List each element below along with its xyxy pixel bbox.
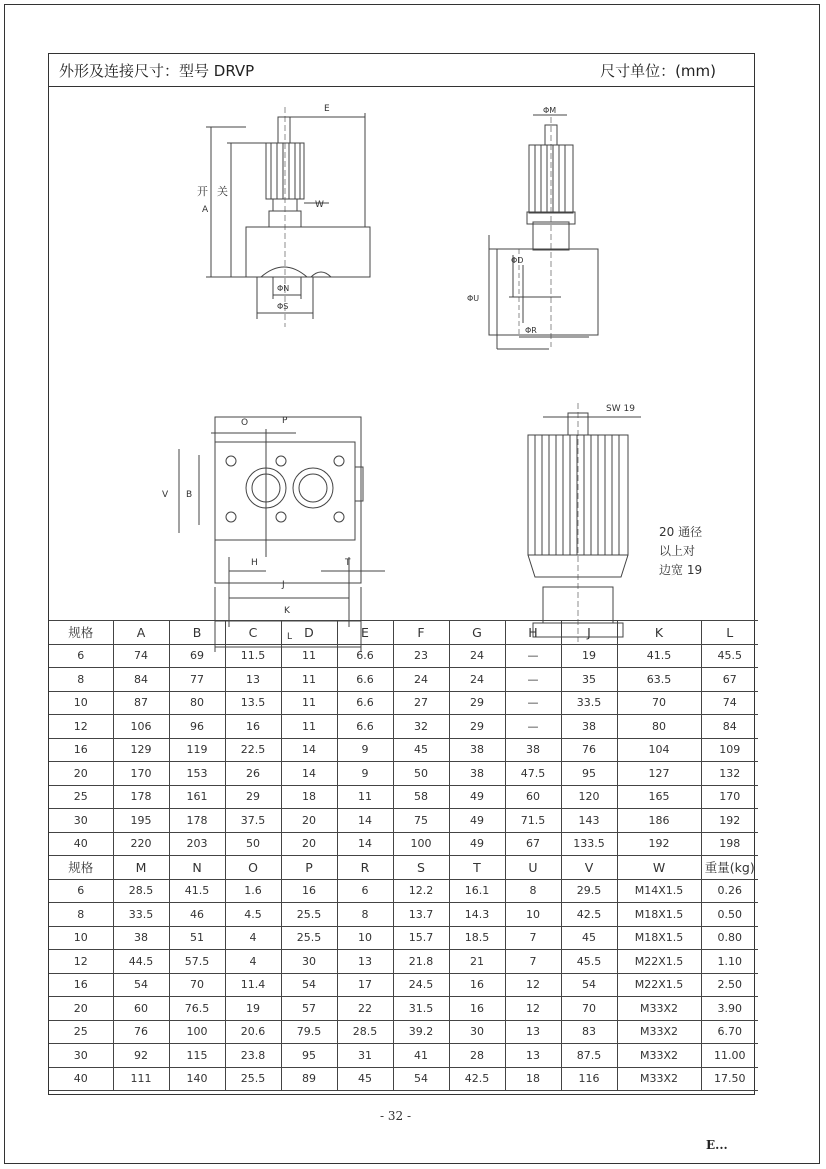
table-cell: 116: [561, 1067, 617, 1091]
table-cell: 104: [617, 738, 701, 762]
table-cell: 4: [225, 926, 281, 950]
table-cell: —: [505, 644, 561, 668]
table-cell: 119: [169, 738, 225, 762]
dim-t: T: [345, 558, 351, 568]
table-cell: 10: [49, 691, 113, 715]
table-cell: 22.5: [225, 738, 281, 762]
table-header-cell: O: [225, 856, 281, 880]
table-cell: 12: [49, 715, 113, 739]
table-header-cell: V: [561, 856, 617, 880]
table-cell: 27: [393, 691, 449, 715]
table-header-cell: P: [281, 856, 337, 880]
table-cell: 38: [449, 738, 505, 762]
table-cell: 16: [449, 997, 505, 1021]
table-cell: 132: [701, 762, 758, 786]
table-cell: 22: [337, 997, 393, 1021]
table-cell: 16.1: [449, 879, 505, 903]
dim-h: H: [251, 558, 258, 568]
table-header-cell: F: [393, 621, 449, 645]
table-cell: 16: [281, 879, 337, 903]
table-cell: 57: [281, 997, 337, 1021]
table-cell: 58: [393, 785, 449, 809]
table-cell: 18: [505, 1067, 561, 1091]
table-cell: 12: [505, 973, 561, 997]
table-cell: 79.5: [281, 1020, 337, 1044]
table-cell: 96: [169, 715, 225, 739]
table-cell: 23: [393, 644, 449, 668]
table-cell: M22X1.5: [617, 950, 701, 974]
table-cell: 6.6: [337, 715, 393, 739]
table-cell: 74: [701, 691, 758, 715]
table-row: [49, 785, 758, 809]
table-cell: 13.7: [393, 903, 449, 927]
table-cell: 13: [505, 1044, 561, 1068]
table-header-cell: N: [169, 856, 225, 880]
table-cell: 41.5: [169, 879, 225, 903]
table-cell: 1.10: [701, 950, 758, 974]
table-cell: 30: [281, 950, 337, 974]
table-cell: 178: [113, 785, 169, 809]
table-cell: 67: [505, 832, 561, 856]
table-header-cell: M: [113, 856, 169, 880]
table-header-cell: 规格: [49, 621, 113, 645]
table-cell: 12: [49, 950, 113, 974]
table-cell: 16: [49, 738, 113, 762]
table-cell: 11: [281, 668, 337, 692]
table-cell: 80: [169, 691, 225, 715]
table-cell: 47.5: [505, 762, 561, 786]
table-cell: 54: [281, 973, 337, 997]
table-cell: 75: [393, 809, 449, 833]
table-cell: 6.6: [337, 668, 393, 692]
table-cell: 42.5: [449, 1067, 505, 1091]
table-cell: 14: [337, 809, 393, 833]
dim-e: E: [324, 104, 330, 114]
table-cell: 11: [337, 785, 393, 809]
table-cell: M22X1.5: [617, 973, 701, 997]
table-header-cell: B: [169, 621, 225, 645]
dim-a: A: [202, 205, 209, 215]
table-cell: 76: [113, 1020, 169, 1044]
table-cell: 54: [561, 973, 617, 997]
table-cell: 49: [449, 785, 505, 809]
table-cell: 186: [617, 809, 701, 833]
table-cell: 198: [701, 832, 758, 856]
table-cell: 30: [449, 1020, 505, 1044]
table-cell: 83: [561, 1020, 617, 1044]
table-cell: 28.5: [337, 1020, 393, 1044]
table-cell: 67: [701, 668, 758, 692]
table-cell: —: [505, 668, 561, 692]
table-cell: 127: [617, 762, 701, 786]
table-cell: 20.6: [225, 1020, 281, 1044]
table-cell: 54: [393, 1067, 449, 1091]
table-cell: 192: [701, 809, 758, 833]
table-row: [49, 809, 758, 833]
table-cell: 35: [561, 668, 617, 692]
table-row: [49, 738, 758, 762]
table-cell: 49: [449, 809, 505, 833]
table-cell: 19: [561, 644, 617, 668]
table-cell: 26: [225, 762, 281, 786]
table-cell: 8: [49, 668, 113, 692]
plan-view: [162, 416, 385, 652]
table-cell: 153: [169, 762, 225, 786]
table-cell: 10: [505, 903, 561, 927]
table-cell: 37.5: [225, 809, 281, 833]
table-cell: M33X2: [617, 1067, 701, 1091]
table-header-cell: S: [393, 856, 449, 880]
note-line-1: 20 通径: [659, 525, 703, 539]
table-cell: 49: [449, 832, 505, 856]
table-cell: 192: [617, 832, 701, 856]
table-cell: 41: [393, 1044, 449, 1068]
unit-label: 尺寸单位：(mm): [600, 62, 716, 80]
table-cell: 25: [49, 785, 113, 809]
table-cell: 23.8: [225, 1044, 281, 1068]
table-cell: 14: [337, 832, 393, 856]
table-cell: 33.5: [113, 903, 169, 927]
dim-phi-m: ΦM: [543, 106, 557, 115]
front-view: [467, 106, 598, 349]
table-cell: 0.50: [701, 903, 758, 927]
table-cell: 20: [49, 997, 113, 1021]
table-cell: 17: [337, 973, 393, 997]
table-row: [49, 668, 758, 692]
table-cell: 31.5: [393, 997, 449, 1021]
table-cell: 50: [225, 832, 281, 856]
table-cell: 45: [337, 1067, 393, 1091]
table-cell: 95: [281, 1044, 337, 1068]
table-header-cell: K: [617, 621, 701, 645]
table-cell: 120: [561, 785, 617, 809]
page-number: - 32 -: [380, 1109, 412, 1123]
table-cell: 18: [281, 785, 337, 809]
table-cell: 11.00: [701, 1044, 758, 1068]
table-header-cell: D: [281, 621, 337, 645]
table-cell: 29.5: [561, 879, 617, 903]
table-cell: 0.26: [701, 879, 758, 903]
dim-v: V: [162, 490, 169, 500]
title-bar: [49, 54, 754, 87]
table-cell: 16: [49, 973, 113, 997]
table-cell: 165: [617, 785, 701, 809]
table-cell: 170: [701, 785, 758, 809]
table-cell: 25: [49, 1020, 113, 1044]
table-cell: 38: [113, 926, 169, 950]
table-row: [49, 926, 758, 950]
table-cell: 6.70: [701, 1020, 758, 1044]
table-cell: 30: [49, 1044, 113, 1068]
table-cell: 46: [169, 903, 225, 927]
table-row: [49, 903, 758, 927]
table-cell: 13: [225, 668, 281, 692]
table-cell: 21.8: [393, 950, 449, 974]
table-cell: 95: [561, 762, 617, 786]
table-cell: 29: [225, 785, 281, 809]
dim-w: W: [315, 200, 324, 210]
table-cell: 84: [701, 715, 758, 739]
table-cell: 38: [449, 762, 505, 786]
table-row: [49, 950, 758, 974]
table-cell: 11.5: [225, 644, 281, 668]
table-cell: 21: [449, 950, 505, 974]
table-header-cell: E: [337, 621, 393, 645]
table-cell: 3.90: [701, 997, 758, 1021]
table-header-cell: H: [505, 621, 561, 645]
table-header-cell: J: [561, 621, 617, 645]
table-cell: 60: [113, 997, 169, 1021]
table-cell: 203: [169, 832, 225, 856]
table-cell: 17.50: [701, 1067, 758, 1091]
table-header-cell: C: [225, 621, 281, 645]
table-cell: 13: [337, 950, 393, 974]
table-cell: 14.3: [449, 903, 505, 927]
table-cell: 6.6: [337, 644, 393, 668]
table-header-cell: U: [505, 856, 561, 880]
table-cell: 1.6: [225, 879, 281, 903]
table-cell: 115: [169, 1044, 225, 1068]
table-cell: M18X1.5: [617, 903, 701, 927]
dim-open: 开: [197, 185, 208, 198]
table-cell: —: [505, 691, 561, 715]
table-cell: 69: [169, 644, 225, 668]
table-cell: 89: [281, 1067, 337, 1091]
table-header-cell: T: [449, 856, 505, 880]
table-cell: 10: [49, 926, 113, 950]
table-cell: 51: [169, 926, 225, 950]
table-header-cell: L: [701, 621, 758, 645]
table-cell: 7: [505, 950, 561, 974]
knob-note: [659, 523, 702, 580]
table-cell: 20: [49, 762, 113, 786]
table-cell: 4: [225, 950, 281, 974]
table-cell: 40: [49, 1067, 113, 1091]
table-row: [49, 997, 758, 1021]
table-cell: 100: [393, 832, 449, 856]
table-cell: M33X2: [617, 1020, 701, 1044]
table-row: [49, 715, 758, 739]
table-cell: 0.80: [701, 926, 758, 950]
table-cell: 30: [49, 809, 113, 833]
table-cell: 6: [337, 879, 393, 903]
dimension-table: [49, 620, 758, 1091]
table-cell: 29: [449, 715, 505, 739]
table-header-cell: 重量(kg): [701, 856, 758, 880]
table-cell: M14X1.5: [617, 879, 701, 903]
table-cell: 8: [505, 879, 561, 903]
dim-close: 关: [217, 185, 228, 198]
table-cell: 45.5: [701, 644, 758, 668]
table-cell: 28.5: [113, 879, 169, 903]
table-cell: 9: [337, 762, 393, 786]
table-header-row: [49, 856, 758, 880]
dim-o: O: [241, 418, 249, 428]
table-cell: 12.2: [393, 879, 449, 903]
table-cell: 24.5: [393, 973, 449, 997]
table-cell: 74: [113, 644, 169, 668]
dim-phi-n: ΦN: [277, 284, 290, 293]
table-cell: 39.2: [393, 1020, 449, 1044]
table-cell: 14: [281, 738, 337, 762]
table-row: [49, 1044, 758, 1068]
table-cell: 11: [281, 691, 337, 715]
table-row: [49, 1020, 758, 1044]
table-cell: 38: [505, 738, 561, 762]
table-header-cell: G: [449, 621, 505, 645]
dim-p: P: [282, 416, 288, 426]
table-cell: 170: [113, 762, 169, 786]
table-cell: 71.5: [505, 809, 561, 833]
table-cell: 18.5: [449, 926, 505, 950]
table-cell: 143: [561, 809, 617, 833]
table-cell: 40: [49, 832, 113, 856]
table-cell: 25.5: [281, 926, 337, 950]
table-row: [49, 1067, 758, 1091]
table-cell: 195: [113, 809, 169, 833]
table-cell: —: [505, 715, 561, 739]
table-row: [49, 762, 758, 786]
table-cell: 109: [701, 738, 758, 762]
table-cell: 178: [169, 809, 225, 833]
table-row: [49, 832, 758, 856]
table-cell: 20: [281, 809, 337, 833]
table-cell: 6: [49, 644, 113, 668]
table-cell: 133.5: [561, 832, 617, 856]
dim-phi-u: ΦU: [467, 294, 480, 303]
table-cell: 16: [225, 715, 281, 739]
table-cell: 70: [617, 691, 701, 715]
table-header-cell: W: [617, 856, 701, 880]
dim-k: K: [284, 606, 290, 616]
table-header-row: [49, 621, 758, 645]
table-row: [49, 879, 758, 903]
table-cell: M33X2: [617, 1044, 701, 1068]
table-cell: 14: [281, 762, 337, 786]
table-cell: 32: [393, 715, 449, 739]
table-cell: 13: [505, 1020, 561, 1044]
table-cell: 57.5: [169, 950, 225, 974]
table-cell: 8: [49, 903, 113, 927]
table-cell: 45: [393, 738, 449, 762]
table-cell: 77: [169, 668, 225, 692]
dim-j: J: [282, 580, 285, 590]
table-cell: 45.5: [561, 950, 617, 974]
datasheet-box: [48, 53, 755, 1123]
table-cell: 25.5: [281, 903, 337, 927]
table-cell: 31: [337, 1044, 393, 1068]
table-cell: 2.50: [701, 973, 758, 997]
table-cell: 16: [449, 973, 505, 997]
table-cell: 76.5: [169, 997, 225, 1021]
table-cell: 13.5: [225, 691, 281, 715]
table-cell: 29: [449, 691, 505, 715]
dim-b: B: [186, 490, 193, 500]
side-view: [197, 104, 370, 327]
table-cell: 8: [337, 903, 393, 927]
table-cell: 92: [113, 1044, 169, 1068]
table-header-cell: A: [113, 621, 169, 645]
table-cell: 84: [113, 668, 169, 692]
table-cell: 9: [337, 738, 393, 762]
table-cell: M18X1.5: [617, 926, 701, 950]
table-cell: 161: [169, 785, 225, 809]
table-cell: 41.5: [617, 644, 701, 668]
table-cell: 11.4: [225, 973, 281, 997]
table-cell: 87.5: [561, 1044, 617, 1068]
table-cell: 70: [561, 997, 617, 1021]
page-title: 外形及连接尺寸：型号 DRVP: [59, 62, 255, 80]
table-cell: 28: [449, 1044, 505, 1068]
dim-phi-s: ΦS: [277, 302, 289, 311]
table-cell: 11: [281, 644, 337, 668]
table-cell: 12: [505, 997, 561, 1021]
table-cell: 111: [113, 1067, 169, 1091]
brand-logo: E...: [706, 1138, 728, 1152]
table-row: [49, 644, 758, 668]
table-cell: 129: [113, 738, 169, 762]
dim-phi-d: ΦD: [511, 256, 524, 265]
table-cell: 11: [281, 715, 337, 739]
table-cell: 24: [449, 644, 505, 668]
table-cell: 220: [113, 832, 169, 856]
table-cell: 6: [49, 879, 113, 903]
table-cell: 54: [113, 973, 169, 997]
table-cell: 50: [393, 762, 449, 786]
table-cell: 38: [561, 715, 617, 739]
table-cell: 24: [393, 668, 449, 692]
table-cell: 60: [505, 785, 561, 809]
table-cell: 80: [617, 715, 701, 739]
table-cell: 140: [169, 1067, 225, 1091]
note-line-3: 边宽 19: [659, 563, 703, 577]
table-cell: 15.7: [393, 926, 449, 950]
table-cell: 45: [561, 926, 617, 950]
note-line-2: 以上对: [659, 544, 696, 558]
table-cell: 100: [169, 1020, 225, 1044]
table-cell: 7: [505, 926, 561, 950]
knob-detail-view: [528, 403, 641, 642]
table-cell: 4.5: [225, 903, 281, 927]
dim-phi-r: ΦR: [525, 326, 537, 335]
table-cell: 10: [337, 926, 393, 950]
table-cell: 76: [561, 738, 617, 762]
table-cell: 87: [113, 691, 169, 715]
table-cell: 70: [169, 973, 225, 997]
table-cell: 20: [281, 832, 337, 856]
table-header-cell: 规格: [49, 856, 113, 880]
table-cell: 44.5: [113, 950, 169, 974]
table-cell: 106: [113, 715, 169, 739]
table-cell: 25.5: [225, 1067, 281, 1091]
table-cell: 6.6: [337, 691, 393, 715]
table-cell: 24: [449, 668, 505, 692]
table-cell: 42.5: [561, 903, 617, 927]
table-header-cell: R: [337, 856, 393, 880]
table-cell: 63.5: [617, 668, 701, 692]
dim-sw: SW 19: [606, 404, 635, 414]
table-cell: 33.5: [561, 691, 617, 715]
dim-l: L: [287, 632, 293, 642]
table-cell: 19: [225, 997, 281, 1021]
table-cell: M33X2: [617, 997, 701, 1021]
table-row: [49, 973, 758, 997]
table-row: [49, 691, 758, 715]
